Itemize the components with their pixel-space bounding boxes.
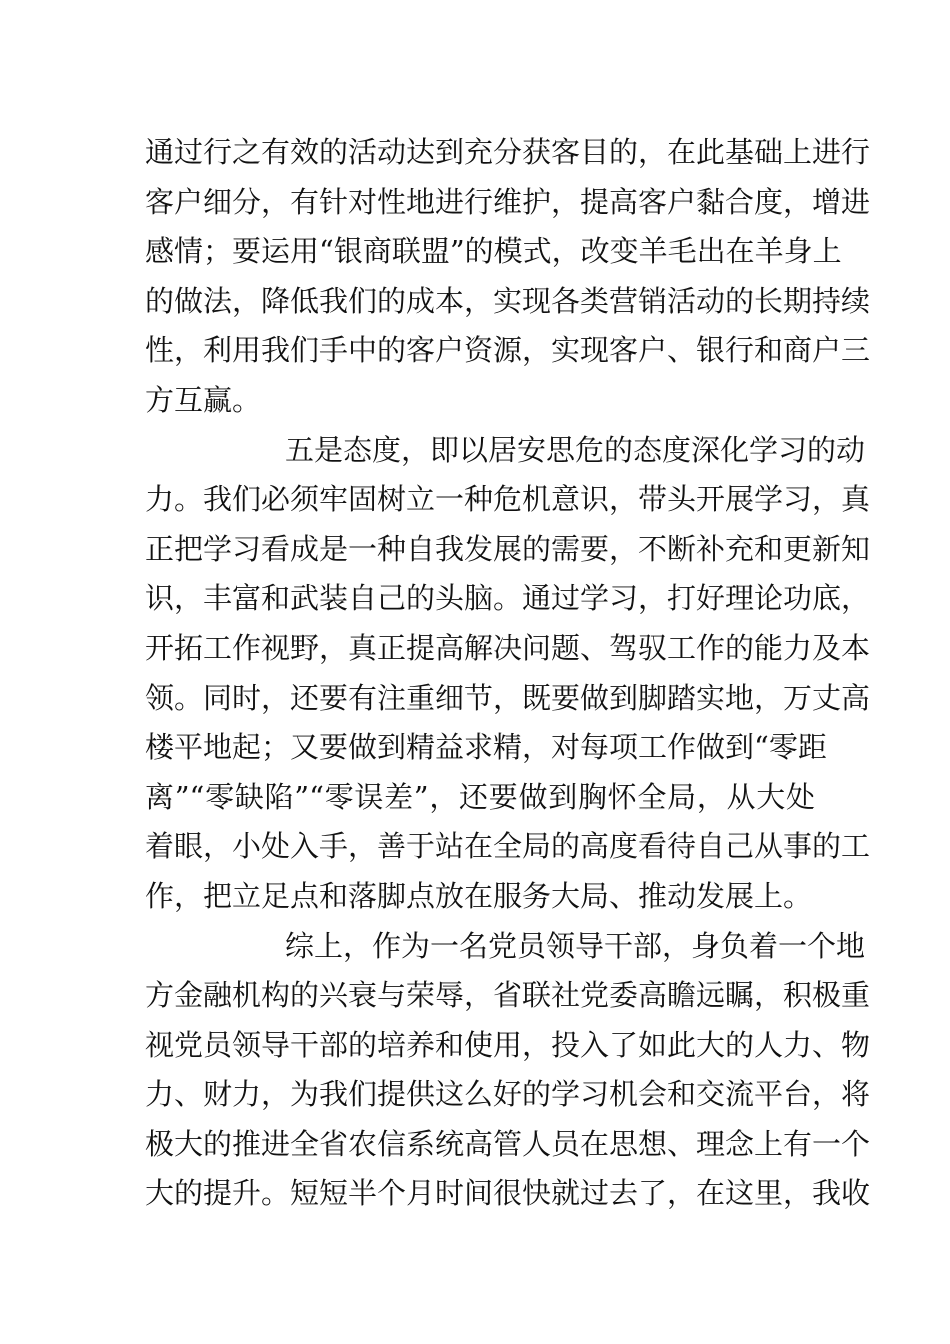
text-line: 识，丰富和武装自己的头脑。通过学习，打好理论功底， xyxy=(145,581,871,616)
text-line: 正把学习看成是一种自我发展的需要，不断补充和更新知 xyxy=(145,531,871,566)
text-line: 极大的推进全省农信系统高管人员在思想、理念上有一个 xyxy=(145,1126,871,1161)
text-line: 离”“零缺陷”“零误差”，还要做到胸怀全局，从大处 xyxy=(145,779,815,814)
text-line: 的做法，降低我们的成本，实现各类营销活动的长期持续 xyxy=(145,283,871,318)
text-line: 作，把立足点和落脚点放在服务大局、推动发展上。 xyxy=(145,878,813,913)
text-line: 开拓工作视野，真正提高解决问题、驾驭工作的能力及本 xyxy=(145,630,871,665)
text-line: 领。同时，还要有注重细节，既要做到脚踏实地，万丈高 xyxy=(145,680,871,715)
text-line: 着眼，小处入手，善于站在全局的高度看待自己从事的工 xyxy=(145,829,871,864)
text-line: 性，利用我们手中的客户资源，实现客户、银行和商户三 xyxy=(145,333,871,368)
text-line: 感情；要运用“银商联盟”的模式，改变羊毛出在羊身上 xyxy=(145,234,842,269)
text-line: 客户细分，有针对性地进行维护，提高客户黏合度，增进 xyxy=(145,184,871,219)
text-line: 力。我们必须牢固树立一种危机意识，带头开展学习，真 xyxy=(145,482,871,517)
text-line: 方互赢。 xyxy=(145,382,262,417)
text-line: 方金融机构的兴衰与荣辱，省联社党委高瞻远瞩，积极重 xyxy=(145,978,871,1013)
paragraph-start-line: 五是态度，即以居安思危的态度深化学习的动 xyxy=(285,432,866,467)
text-line: 力、财力，为我们提供这么好的学习机会和交流平台，将 xyxy=(145,1077,871,1112)
text-line: 大的提升。短短半个月时间很快就过去了，在这里，我收 xyxy=(145,1176,871,1211)
text-line: 通过行之有效的活动达到充分获客目的，在此基础上进行 xyxy=(145,135,871,169)
text-line: 楼平地起；又要做到精益求精，对每项工作做到“零距 xyxy=(145,730,827,765)
document-body xyxy=(145,128,871,1219)
text-line: 视党员领导干部的培养和使用，投入了如此大的人力、物 xyxy=(145,1027,871,1062)
paragraph-start-line: 综上，作为一名党员领导干部，身负着一个地 xyxy=(285,928,866,963)
